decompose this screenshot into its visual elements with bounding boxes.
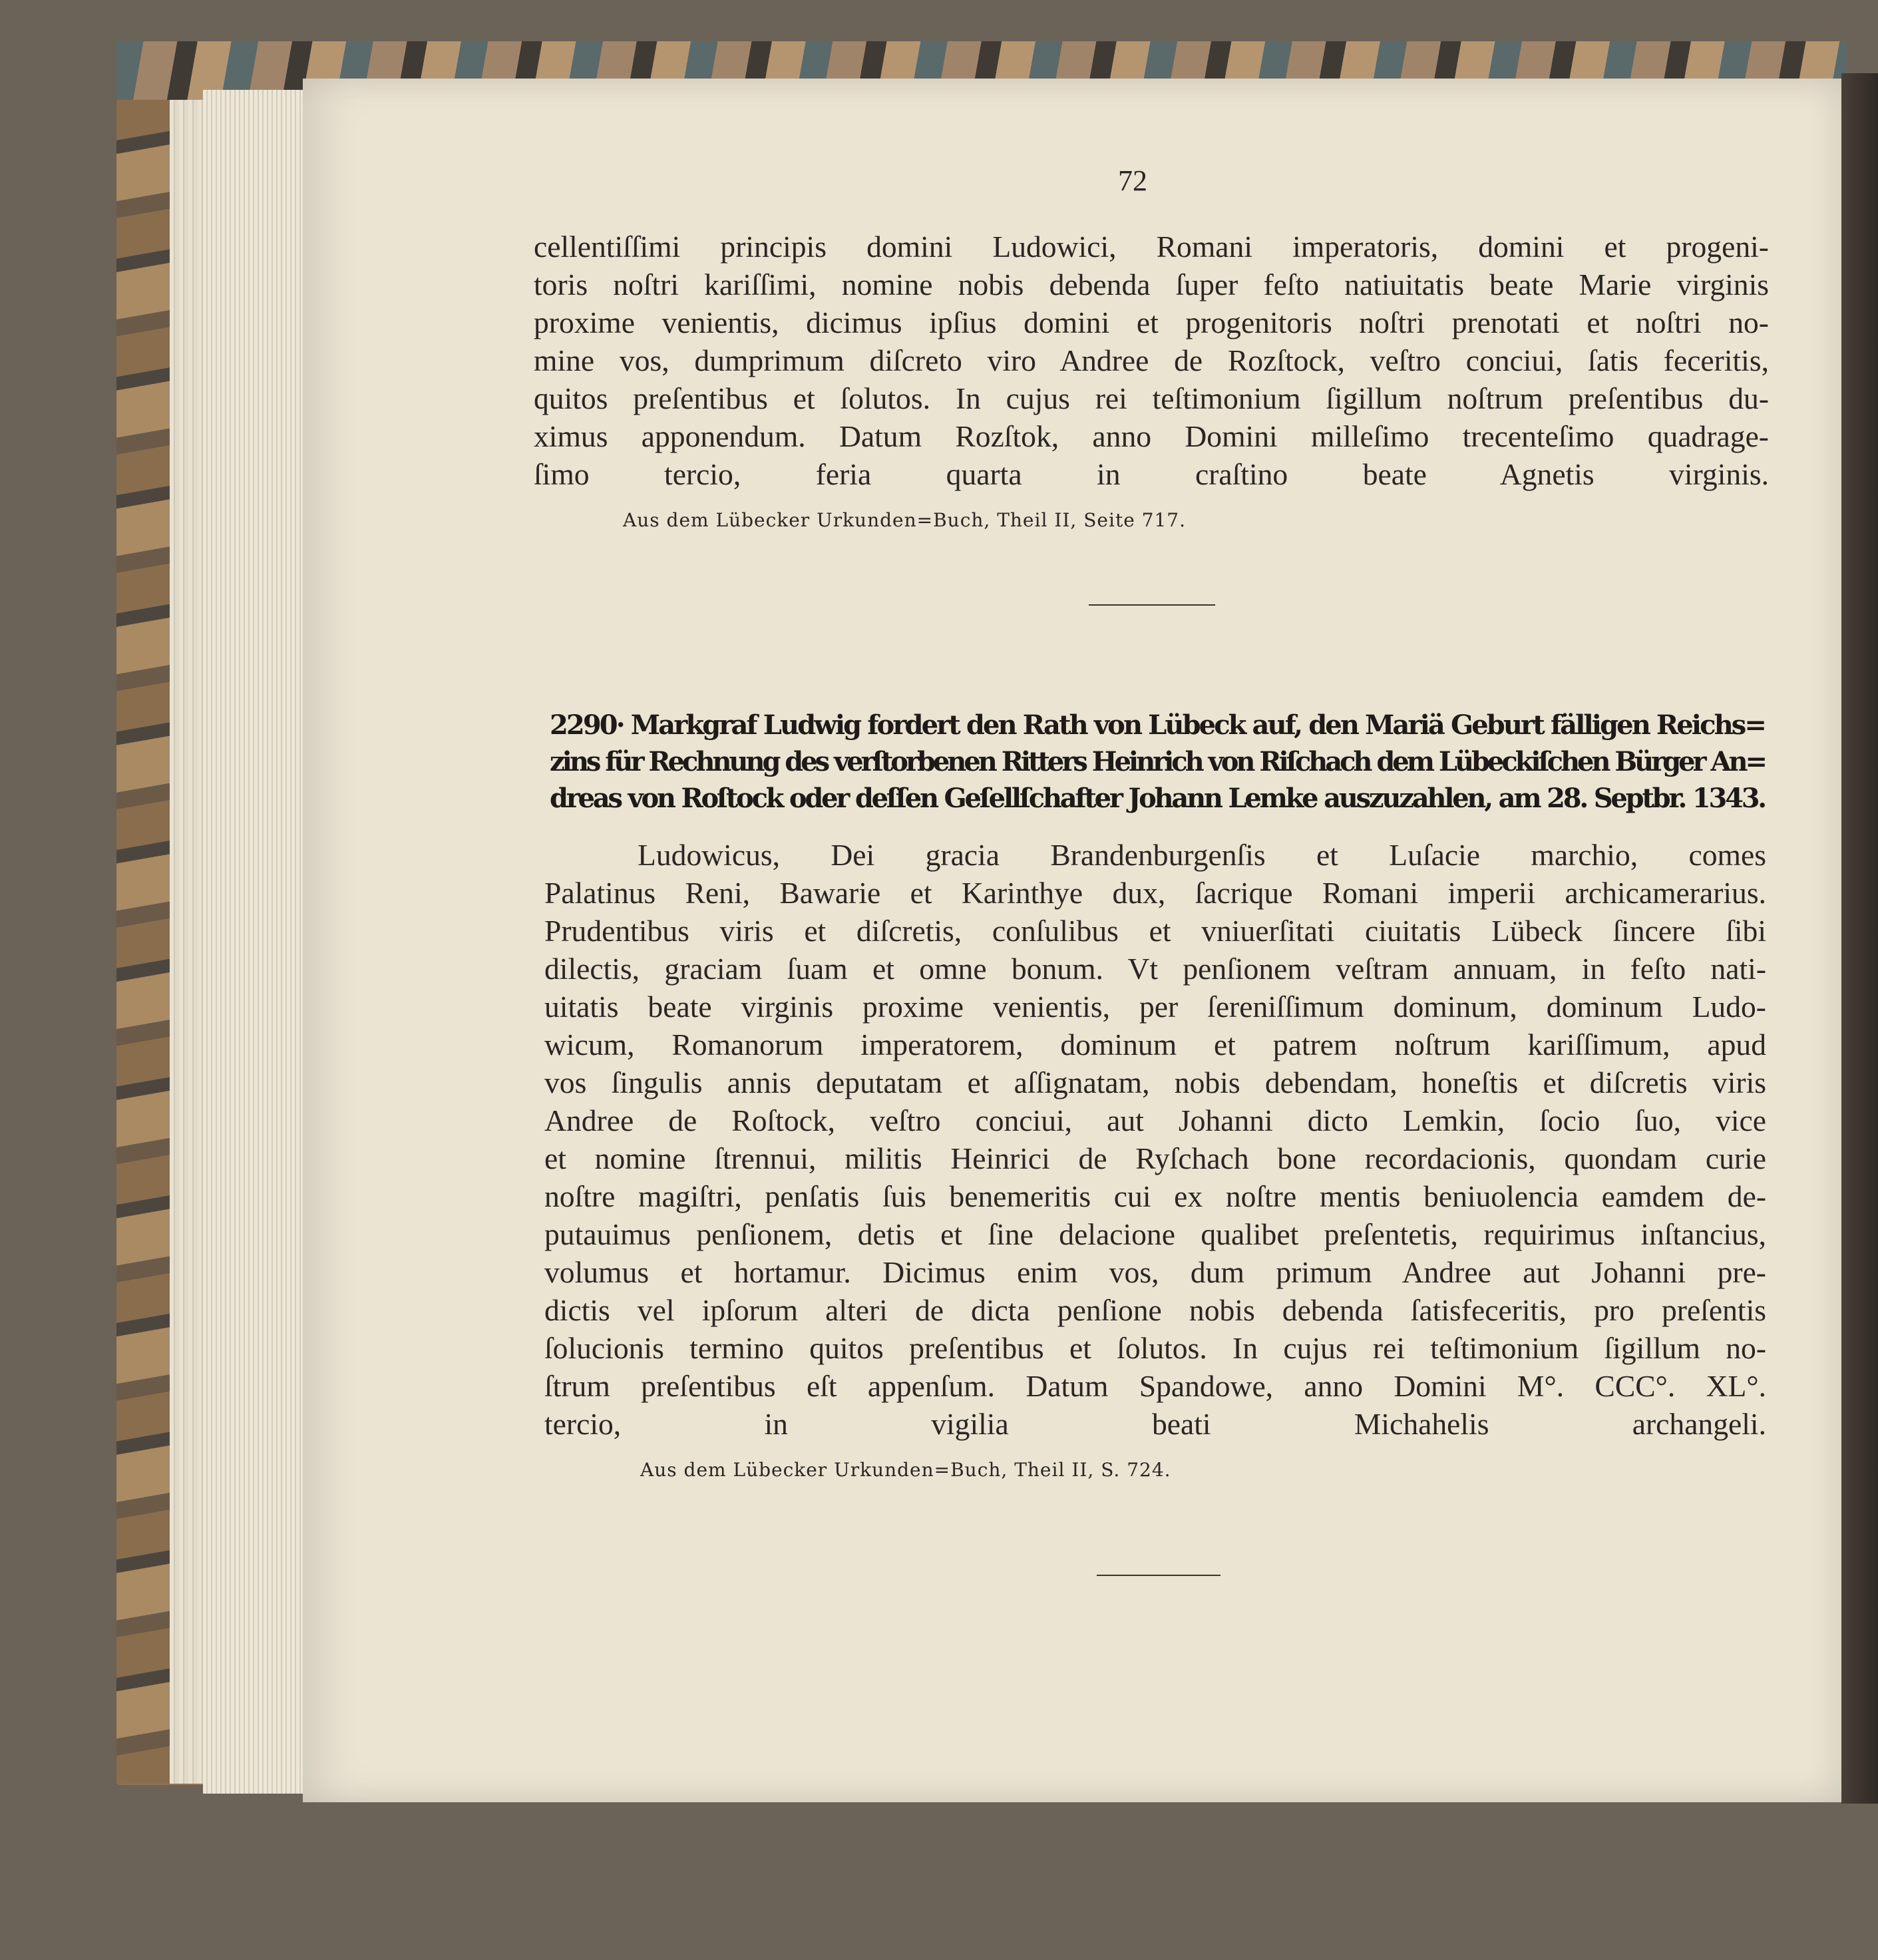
text-line: tercio, in vigilia beati Michahelis archangeli. bbox=[544, 1407, 1766, 1441]
text-line: cellentiſſimi principis domini Ludowici, Romani imperatoris, domini et progeni- bbox=[534, 230, 1769, 264]
text-line: ſimo tercio, feria quarta in craſtino beate Agnetis virginis. bbox=[534, 457, 1769, 491]
text-line: Palatinus Reni, Bawarie et Karinthye dux, ſacrique Romani imperii archicamerarius. bbox=[544, 876, 1766, 910]
text-line: noſtre magiſtri, penſatis ſuis benemeritis cui ex noſtre mentis beniuolencia eamdem de- bbox=[544, 1179, 1766, 1213]
heading-line: zins für Rechnung des verſtorbenen Ritters Heinrich von Riſchach dem Lübeckiſchen Bürger An= bbox=[550, 746, 1766, 777]
text-line: Prudentibus viris et diſcretis, conſulibus et vniuerſitati ciuitatis Lübeck ſincere ſibi bbox=[544, 914, 1766, 948]
text-line: ſtrum preſentibus eſt appenſum. Datum Spandowe, anno Domini M°. CCC°. XL°. bbox=[544, 1369, 1766, 1403]
text-line: et nomine ſtrennui, militis Heinrici de Ryſchach bone recordacionis, quondam curie bbox=[544, 1141, 1766, 1175]
leaf-edges bbox=[203, 90, 309, 1794]
document-2-body bbox=[544, 836, 1766, 1443]
document-2-heading bbox=[550, 707, 1765, 817]
text-line: putauimus penſionem, detis et ſine delacione qualibet preſentetis, requirimus inſtancius, bbox=[544, 1217, 1766, 1251]
text-line: ximus apponendum. Datum Rozſtok, anno Domini milleſimo trecenteſimo quadrage- bbox=[534, 419, 1769, 453]
document-1-body bbox=[534, 228, 1769, 493]
heading-line: dreas von Roſtock oder deſſen Geſellſchafter Johann Lemke auszuzahlen, am 28. Septbr. 1343. bbox=[550, 783, 1765, 814]
section-divider bbox=[1097, 1575, 1221, 1576]
text-line: wicum, Romanorum imperatorem, dominum et patrem noſtrum kariſſimum, apud bbox=[544, 1028, 1766, 1062]
text-line: ſolucionis termino quitos preſentibus et ſolutos. In cujus rei teſtimonium ſigillum no- bbox=[544, 1331, 1766, 1365]
page-number: 72 bbox=[1118, 164, 1147, 197]
text-line: Andree de Roſtock, veſtro conciui, aut Johanni dicto Lemkin, ſocio ſuo, vice bbox=[544, 1103, 1766, 1137]
source-citation-1: Aus dem Lübecker Urkunden=Buch, Theil II, Seite 717. bbox=[623, 509, 1187, 531]
source-citation-2: Aus dem Lübecker Urkunden=Buch, Theil II, S. 724. bbox=[640, 1459, 1171, 1481]
text-line: proxime venientis, dicimus ipſius domini et progenitoris noſtri prenotati et noſtri no- bbox=[534, 305, 1769, 339]
text-line: volumus et hortamur. Dicimus enim vos, dum primum Andree aut Johanni pre- bbox=[544, 1255, 1766, 1289]
text-line: dictis vel ipſorum alteri de dicta penſione nobis debenda ſatisfeceritis, pro preſentis bbox=[544, 1293, 1766, 1327]
text-line: uitatis beate virginis proxime venientis, per ſereniſſimum dominum, dominum Ludo- bbox=[544, 990, 1766, 1024]
text-line: mine vos, dumprimum diſcreto viro Andree de Rozſtock, veſtro conciui, ſatis feceritis, bbox=[534, 343, 1769, 377]
text-line: vos ſingulis annis deputatam et aſſignatam, nobis debendam, honeſtis et diſcretis viris bbox=[544, 1066, 1766, 1099]
heading-line: 2290· Markgraf Ludwig fordert den Rath von Lübeck auf, den Mariä Geburt fälligen Reichs= bbox=[550, 709, 1765, 741]
text-line: toris noſtri kariſſimi, nomine nobis debenda ſuper feſto natiuitatis beate Marie virginis bbox=[534, 268, 1769, 301]
section-divider bbox=[1089, 604, 1215, 606]
text-line: quitos preſentibus et ſolutos. In cujus rei teſtimonium ſigillum noſtrum preſentibus du- bbox=[534, 381, 1769, 415]
text-line: Ludowicus, Dei gracia Brandenburgenſis et Luſacie marchio, comes bbox=[638, 838, 1766, 872]
binding-shadow bbox=[1841, 73, 1878, 1804]
text-line: dilectis, graciam ſuam et omne bonum. Vt penſionem veſtram annuam, in feſto nati- bbox=[544, 952, 1766, 986]
